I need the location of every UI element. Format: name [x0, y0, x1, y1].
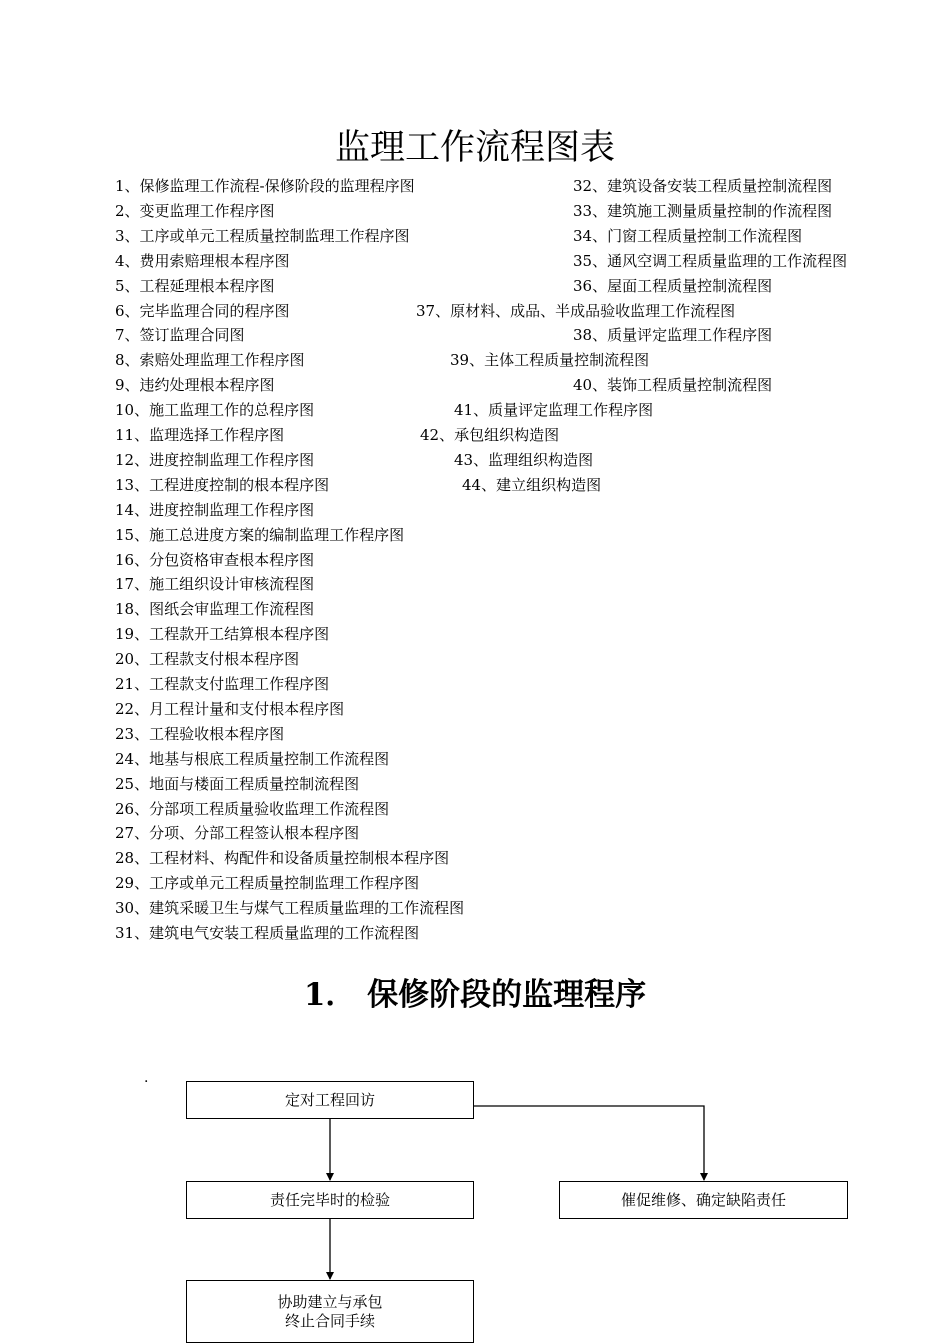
document-title: 监理工作流程图表 [334, 128, 615, 168]
toc-item: 16、分包资格审查根本程序图 [115, 550, 315, 569]
toc-item: 38、质量评定监理工作程序图 [573, 326, 773, 345]
toc-item: 44、建立组织构造图 [462, 475, 602, 494]
toc-item: 13、工程进度控制的根本程序图 [115, 475, 330, 494]
toc-item: 30、建筑采暖卫生与煤气工程质量监理的工作流程图 [115, 899, 465, 918]
toc-item: 31、建筑电气安装工程质量监理的工作流程图 [115, 924, 420, 942]
toc-item: 26、分部项工程质量验收监理工作流程图 [115, 799, 390, 818]
toc-item: 19、工程款开工结算根本程序图 [115, 625, 330, 644]
toc-item: 20、工程款支付根本程序图 [115, 650, 300, 669]
toc-item: 29、工序或单元工程质量控制监理工作程序图 [115, 874, 420, 893]
toc-item: 5、工程延理根本程序图 [115, 276, 275, 295]
flow-box-terminate-contract [186, 1280, 474, 1343]
toc-item: 32、建筑设备安装工程质量控制流程图 [573, 177, 833, 195]
toc-item: 8、索赔处理监理工作程序图 [115, 351, 305, 370]
section-heading: 1． 保修阶段的监理程序 [303, 977, 647, 1013]
toc-item: 21、工程款支付监理工作程序图 [115, 675, 330, 693]
toc-item: 27、分项、分部工程签认根本程序图 [115, 824, 360, 843]
toc-item: 14、进度控制监理工作程序图 [115, 500, 315, 519]
toc-item: 10、施工监理工作的总程序图 [115, 401, 315, 420]
toc-item: 7、签订监理合同图 [115, 326, 245, 345]
toc-item: 6、完毕监理合同的程序图 [115, 301, 290, 320]
toc-item: 22、月工程计量和支付根本程序图 [115, 699, 345, 718]
toc-item: 34、门窗工程质量控制工作流程图 [573, 226, 803, 245]
toc-item: 2、变更监理工作程序图 [115, 201, 275, 220]
flow-box-project-visit [186, 1081, 474, 1119]
toc-item: 18、图纸会审监理工作流程图 [115, 600, 315, 619]
toc-item: 41、质量评定监理工作程序图 [454, 401, 654, 420]
toc-item: 33、建筑施工测量质量控制的作流程图 [573, 201, 833, 220]
toc-item: 15、施工总进度方案的编制监理工作程序图 [115, 525, 405, 544]
toc-item: 23、工程验收根本程序图 [115, 724, 285, 743]
toc-item: 12、进度控制监理工作程序图 [115, 450, 315, 469]
flow-box-label-line1: 协助建立与承包 [277, 1292, 383, 1311]
stray-mark: · [144, 1074, 149, 1090]
flow-box-repair-defect [559, 1181, 848, 1219]
toc-item: 39、主体工程质量控制流程图 [450, 351, 650, 370]
toc-item: 9、违约处理根本程序图 [115, 376, 275, 395]
flow-box-label-line2: 终止合同手续 [284, 1311, 375, 1330]
toc-item: 4、费用索赔理根本程序图 [115, 251, 290, 270]
toc-item: 24、地基与根底工程质量控制工作流程图 [115, 749, 390, 768]
toc-item: 28、工程材料、构配件和设备质量控制根本程序图 [115, 849, 450, 868]
flow-box-responsibility-inspection [186, 1181, 474, 1219]
toc-item: 40、装饰工程质量控制流程图 [573, 376, 773, 395]
toc-item: 36、屋面工程质量控制流程图 [573, 276, 773, 295]
toc-item: 1、保修监理工作流程-保修阶段的监理程序图 [115, 177, 415, 195]
flow-box-label: 催促维修、确定缺陷责任 [620, 1190, 786, 1209]
toc-item: 3、工序或单元工程质量控制监理工作程序图 [115, 226, 410, 245]
toc-item: 11、监理选择工作程序图 [115, 426, 285, 444]
flow-box-label: 定对工程回访 [284, 1090, 375, 1109]
toc-item: 37、原材料、成品、半成品验收监理工作流程图 [416, 301, 736, 320]
arrow-visit-to-repair [474, 1106, 704, 1180]
flow-box-label: 责任完毕时的检验 [269, 1190, 390, 1209]
toc-item: 42、承包组织构造图 [420, 426, 560, 444]
toc-item: 17、施工组织设计审核流程图 [115, 575, 315, 594]
toc-item: 43、监理组织构造图 [454, 450, 594, 469]
toc-item: 25、地面与楼面工程质量控制流程图 [115, 774, 360, 793]
toc-item: 35、通风空调工程质量监理的工作流程图 [573, 251, 848, 270]
